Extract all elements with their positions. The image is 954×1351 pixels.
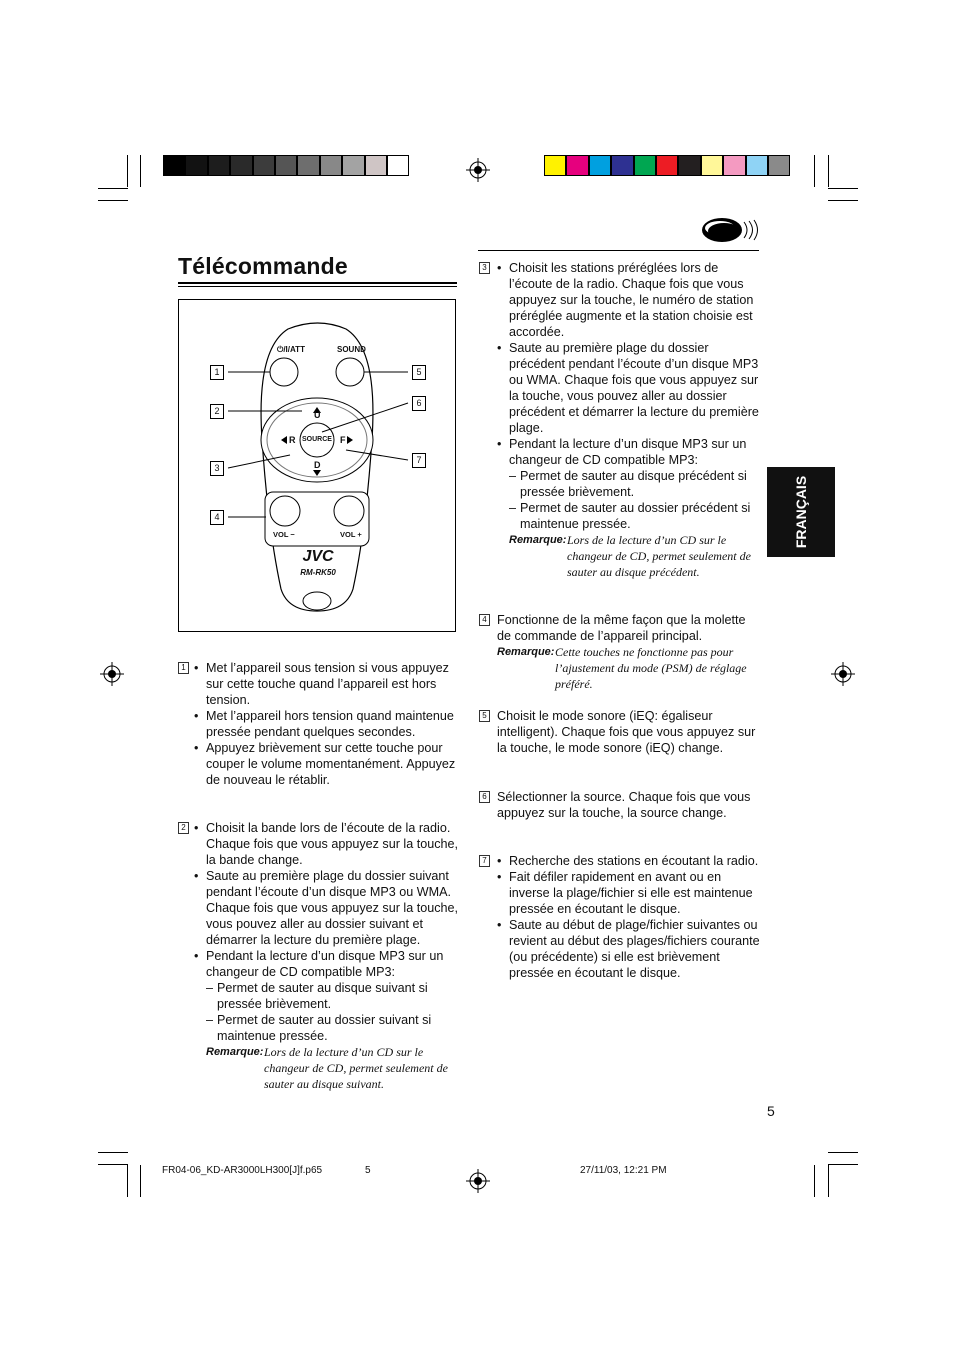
- callout-1: 1: [210, 365, 224, 380]
- language-tab: FRANÇAIS: [767, 467, 835, 557]
- registration-mark-icon: [466, 158, 490, 182]
- crop-mark: [814, 155, 815, 187]
- section-number: 3: [479, 262, 490, 274]
- crop-mark: [828, 1164, 858, 1165]
- section-text: Sélectionner la source. Chaque fois que vous appuyez sur la touche, la source change.: [497, 790, 751, 820]
- section-text: Fonctionne de la même façon que la molette de commande de l’appareil principal.: [497, 613, 746, 643]
- crop-mark: [828, 188, 858, 189]
- sub-item: – Permet de sauter au disque précédent si pressée brièvement.: [509, 469, 747, 499]
- section-7: [479, 853, 761, 981]
- list-item: • Fait défiler rapidement en avant ou en inverse la plage/fichier si elle est maintenue pressée en écoutant le disque.: [497, 870, 753, 916]
- section-number: 6: [479, 791, 490, 803]
- color-swatch: [723, 155, 745, 176]
- color-swatch: [342, 155, 364, 176]
- crop-mark: [828, 1165, 829, 1197]
- header-rule: [478, 250, 759, 251]
- color-swatch: [634, 155, 656, 176]
- crop-mark: [140, 155, 141, 187]
- model-label: RM-RK50: [300, 568, 336, 577]
- color-swatch: [544, 155, 566, 176]
- color-swatch: [320, 155, 342, 176]
- list-item: • Saute au début de plage/fichier suivantes ou revient au début des plages/fichiers courante (ou précédente) si elle est brièvement pressée en écoutant le disque.: [497, 918, 760, 980]
- up-label[interactable]: U: [314, 410, 321, 420]
- registration-mark-icon: [466, 1169, 490, 1193]
- list-item: • Choisit la bande lors de l’écoute de la radio. Chaque fois que vous appuyez sur la touche, la bande change.: [194, 821, 459, 867]
- callout-5: 5: [412, 365, 426, 380]
- footer-filename: FR04-06_KD-AR3000LH300[J]f.p65: [162, 1165, 323, 1176]
- color-swatch: [208, 155, 230, 176]
- color-swatch: [387, 155, 409, 176]
- crop-mark: [98, 1152, 128, 1153]
- callout-3: 3: [210, 461, 224, 476]
- section-2: [178, 820, 460, 1092]
- section-6: [479, 789, 761, 821]
- section-number: 4: [479, 614, 490, 626]
- color-swatch: [768, 155, 790, 176]
- color-swatch: [611, 155, 633, 176]
- color-swatch: [297, 155, 319, 176]
- list-item: • Saute au première plage du dossier suivant pendant l’écoute d’un disque MP3 ou WMA. Chaque fois que vous appuyez sur la touche, vous pouvez aller au dossier suivant et démarrer la lecture du première plage.: [194, 869, 459, 947]
- list-item: • Met l’appareil sous tension si vous appuyez sur cette touche quand l’appareil est hors tension.: [194, 661, 449, 707]
- right-label[interactable]: F: [340, 435, 346, 445]
- power-att-button[interactable]: [266, 358, 296, 388]
- list-item: • Appuyez brièvement sur cette touche pour couper le volume momentanément. Appuyez de nouveau le rétablir.: [194, 741, 456, 787]
- footer-date: 27/11/03, 12:21 PM: [580, 1165, 667, 1176]
- color-swatch: [678, 155, 700, 176]
- color-swatch: [185, 155, 207, 176]
- jvc-logo: JVC: [302, 548, 334, 565]
- footer-page: 5: [365, 1165, 371, 1176]
- down-label[interactable]: D: [314, 460, 321, 470]
- section-number: 1: [178, 662, 189, 674]
- registration-mark-icon: [100, 662, 124, 686]
- crop-mark: [127, 155, 128, 187]
- crop-mark: [140, 1165, 141, 1197]
- section-1: [178, 660, 460, 788]
- crop-mark: [814, 1165, 815, 1197]
- crop-mark: [828, 200, 858, 201]
- color-swatch: [275, 155, 297, 176]
- callout-7: 7: [412, 453, 426, 468]
- section-3: [479, 260, 761, 580]
- section-number: 2: [178, 822, 189, 834]
- section-number: 5: [479, 710, 490, 722]
- note: Remarque: Lors de la lecture d’un CD sur le changeur de CD, permet seulement de sauter au disque précédent.: [509, 533, 751, 579]
- color-swatch: [253, 155, 275, 176]
- crop-mark: [828, 1152, 858, 1153]
- color-swatch: [230, 155, 252, 176]
- chapter-disc-icon: [700, 214, 760, 246]
- list-item: • Met l’appareil hors tension quand maintenue pressée pendant quelques secondes.: [194, 709, 454, 739]
- sound-label: SOUND: [337, 345, 366, 354]
- callout-2: 2: [210, 404, 224, 419]
- page-title: Télécommande: [178, 253, 348, 279]
- left-label[interactable]: R: [289, 435, 296, 445]
- crop-mark: [828, 155, 829, 187]
- sub-item: – Permet de sauter au dossier précédent si maintenue pressée.: [509, 501, 751, 531]
- crop-mark: [98, 1164, 128, 1165]
- color-swatch: [589, 155, 611, 176]
- page-number: 5: [767, 1103, 775, 1119]
- list-item: • Recherche des stations en écoutant la radio.: [497, 854, 759, 868]
- note: Remarque: Cette touches ne fonctionne pas pour l’ajustement du mode (PSM) de réglage préféré.: [497, 645, 747, 691]
- crop-mark: [98, 200, 128, 201]
- list-item: • Choisit les stations préréglées lors de l’écoute de la radio. Chaque fois que vous appuyez sur la touche, le numéro de station préréglée augmente et la station choisie est accordée.: [497, 261, 754, 339]
- title-rule: [178, 286, 457, 287]
- section-text: Choisit le mode sonore (iEQ: égaliseur intelligent). Chaque fois que vous appuyez sur la touche, le mode sonore (iEQ) change.: [497, 709, 756, 755]
- note: Remarque: Lors de la lecture d’un CD sur le changeur de CD, permet seulement de sauter au disque suivant.: [206, 1045, 448, 1091]
- registration-mark-icon: [831, 662, 855, 686]
- list-item: • Saute au première plage du dossier précédent pendant l’écoute d’un disque MP3 ou WMA. Chaque fois que vous appuyez sur la touche, vous pouvez aller au dossier précédent et démarrer la lecture du première plage.: [497, 341, 759, 435]
- color-swatch: [163, 155, 185, 176]
- color-swatch: [365, 155, 387, 176]
- list-item: • Pendant la lecture d’un disque MP3 sur un changeur de CD compatible MP3: – Permet de sauter au disque précédent si pressée brièvement. – Permet de sauter au dossier précédent si maintenue pressée. Remarque: Lors de la lecture d’un CD sur le changeur de CD, permet seulement de sauter au disque précédent.: [497, 436, 761, 580]
- sound-button[interactable]: [336, 358, 366, 388]
- sub-item: – Permet de sauter au dossier suivant si maintenue pressée.: [206, 1013, 432, 1043]
- list-item: • Pendant la lecture d’un disque MP3 sur un changeur de CD compatible MP3: – Permet de sauter au disque suivant si pressée brièvement. – Permet de sauter au dossier suivant si maintenue pressée. Remarque: Lors de la lecture d’un CD sur le changeur de CD, permet seulement de sauter au disque suivant.: [194, 948, 460, 1092]
- callout-4: 4: [210, 510, 224, 525]
- vol-minus-button[interactable]: VOL −: [273, 530, 295, 539]
- power-att-label: ⏻/I/ATT: [277, 345, 305, 354]
- color-swatch: [656, 155, 678, 176]
- sub-item: – Permet de sauter au disque suivant si pressée brièvement.: [206, 981, 428, 1011]
- section-4: [479, 612, 761, 692]
- section-5: [479, 708, 761, 756]
- color-swatch: [566, 155, 588, 176]
- callout-6: 6: [412, 396, 426, 411]
- source-button[interactable]: SOURCE: [302, 436, 332, 443]
- crop-mark: [127, 1165, 128, 1197]
- color-swatch: [701, 155, 723, 176]
- section-number: 7: [479, 855, 490, 867]
- title-rule: [178, 282, 457, 284]
- color-swatch: [746, 155, 768, 176]
- vol-plus-button[interactable]: VOL +: [340, 530, 362, 539]
- crop-mark: [98, 188, 128, 189]
